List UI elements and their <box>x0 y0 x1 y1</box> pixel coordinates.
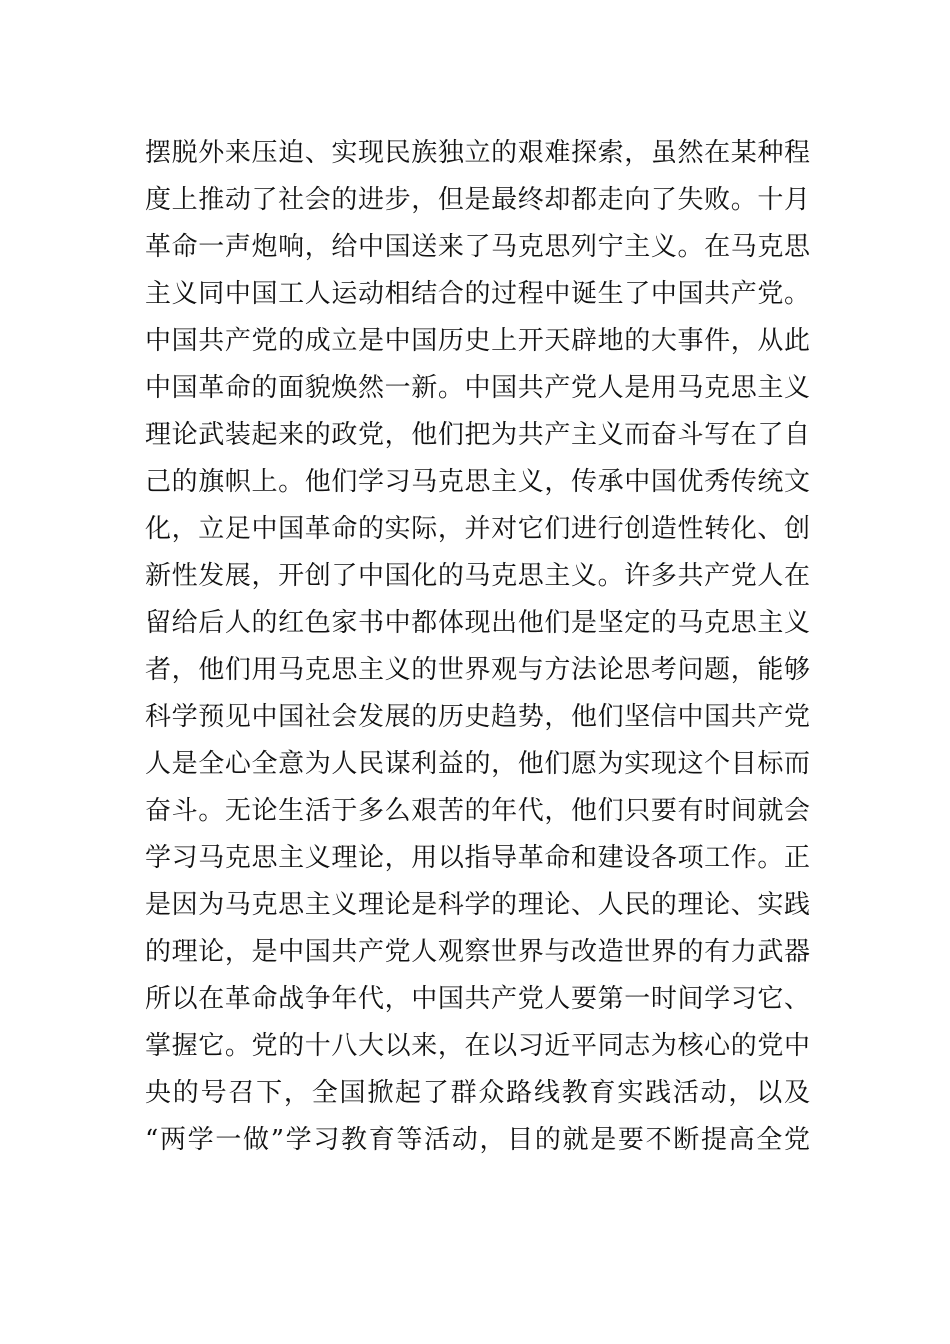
text-line: 是因为马克思主义理论是科学的理论、人民的理论、实践 <box>145 890 810 920</box>
text-line: 革命一声炮响，给中国送来了马克思列宁主义。在马克思 <box>145 232 810 262</box>
text-line: 摆脱外来压迫、实现民族独立的艰难探索，虽然在某种程 <box>145 138 810 168</box>
text-line: 新性发展，开创了中国化的马克思主义。许多共产党人在 <box>145 561 810 591</box>
text-line: 中国革命的面貌焕然一新。中国共产党人是用马克思主义 <box>145 373 810 403</box>
text-line: 者，他们用马克思主义的世界观与方法论思考问题，能够 <box>145 655 810 685</box>
text-line: 化，立足中国革命的实际，并对它们进行创造性转化、创 <box>145 514 810 544</box>
text-line: 科学预见中国社会发展的历史趋势，他们坚信中国共产党 <box>145 702 810 732</box>
text-line: 央的号召下，全国掀起了群众路线教育实践活动，以及 <box>145 1078 810 1108</box>
text-line: 理论武装起来的政党，他们把为共产主义而奋斗写在了自 <box>145 420 810 450</box>
text-line: 掌握它。党的十八大以来，在以习近平同志为核心的党中 <box>145 1031 810 1061</box>
text-line: 己的旗帜上。他们学习马克思主义，传承中国优秀传统文 <box>145 467 810 497</box>
text-line: 度上推动了社会的进步，但是最终却都走向了失败。十月 <box>145 185 810 215</box>
text-line: 所以在革命战争年代，中国共产党人要第一时间学习它、 <box>145 984 810 1014</box>
text-line: 主义同中国工人运动相结合的过程中诞生了中国共产党。 <box>145 279 810 309</box>
body-paragraph <box>145 130 810 1164</box>
text-line: 留给后人的红色家书中都体现出他们是坚定的马克思主义 <box>145 608 810 638</box>
text-line: “两学一做”学习教育等活动，目的就是要不断提高全党 <box>145 1125 810 1155</box>
text-line: 的理论，是中国共产党人观察世界与改造世界的有力武器 <box>145 937 810 967</box>
text-line: 人是全心全意为人民谋利益的，他们愿为实现这个目标而 <box>145 749 810 779</box>
text-line: 奋斗。无论生活于多么艰苦的年代，他们只要有时间就会 <box>145 796 810 826</box>
text-line: 中国共产党的成立是中国历史上开天辟地的大事件，从此 <box>145 326 810 356</box>
text-line: 学习马克思主义理论，用以指导革命和建设各项工作。正 <box>145 843 810 873</box>
